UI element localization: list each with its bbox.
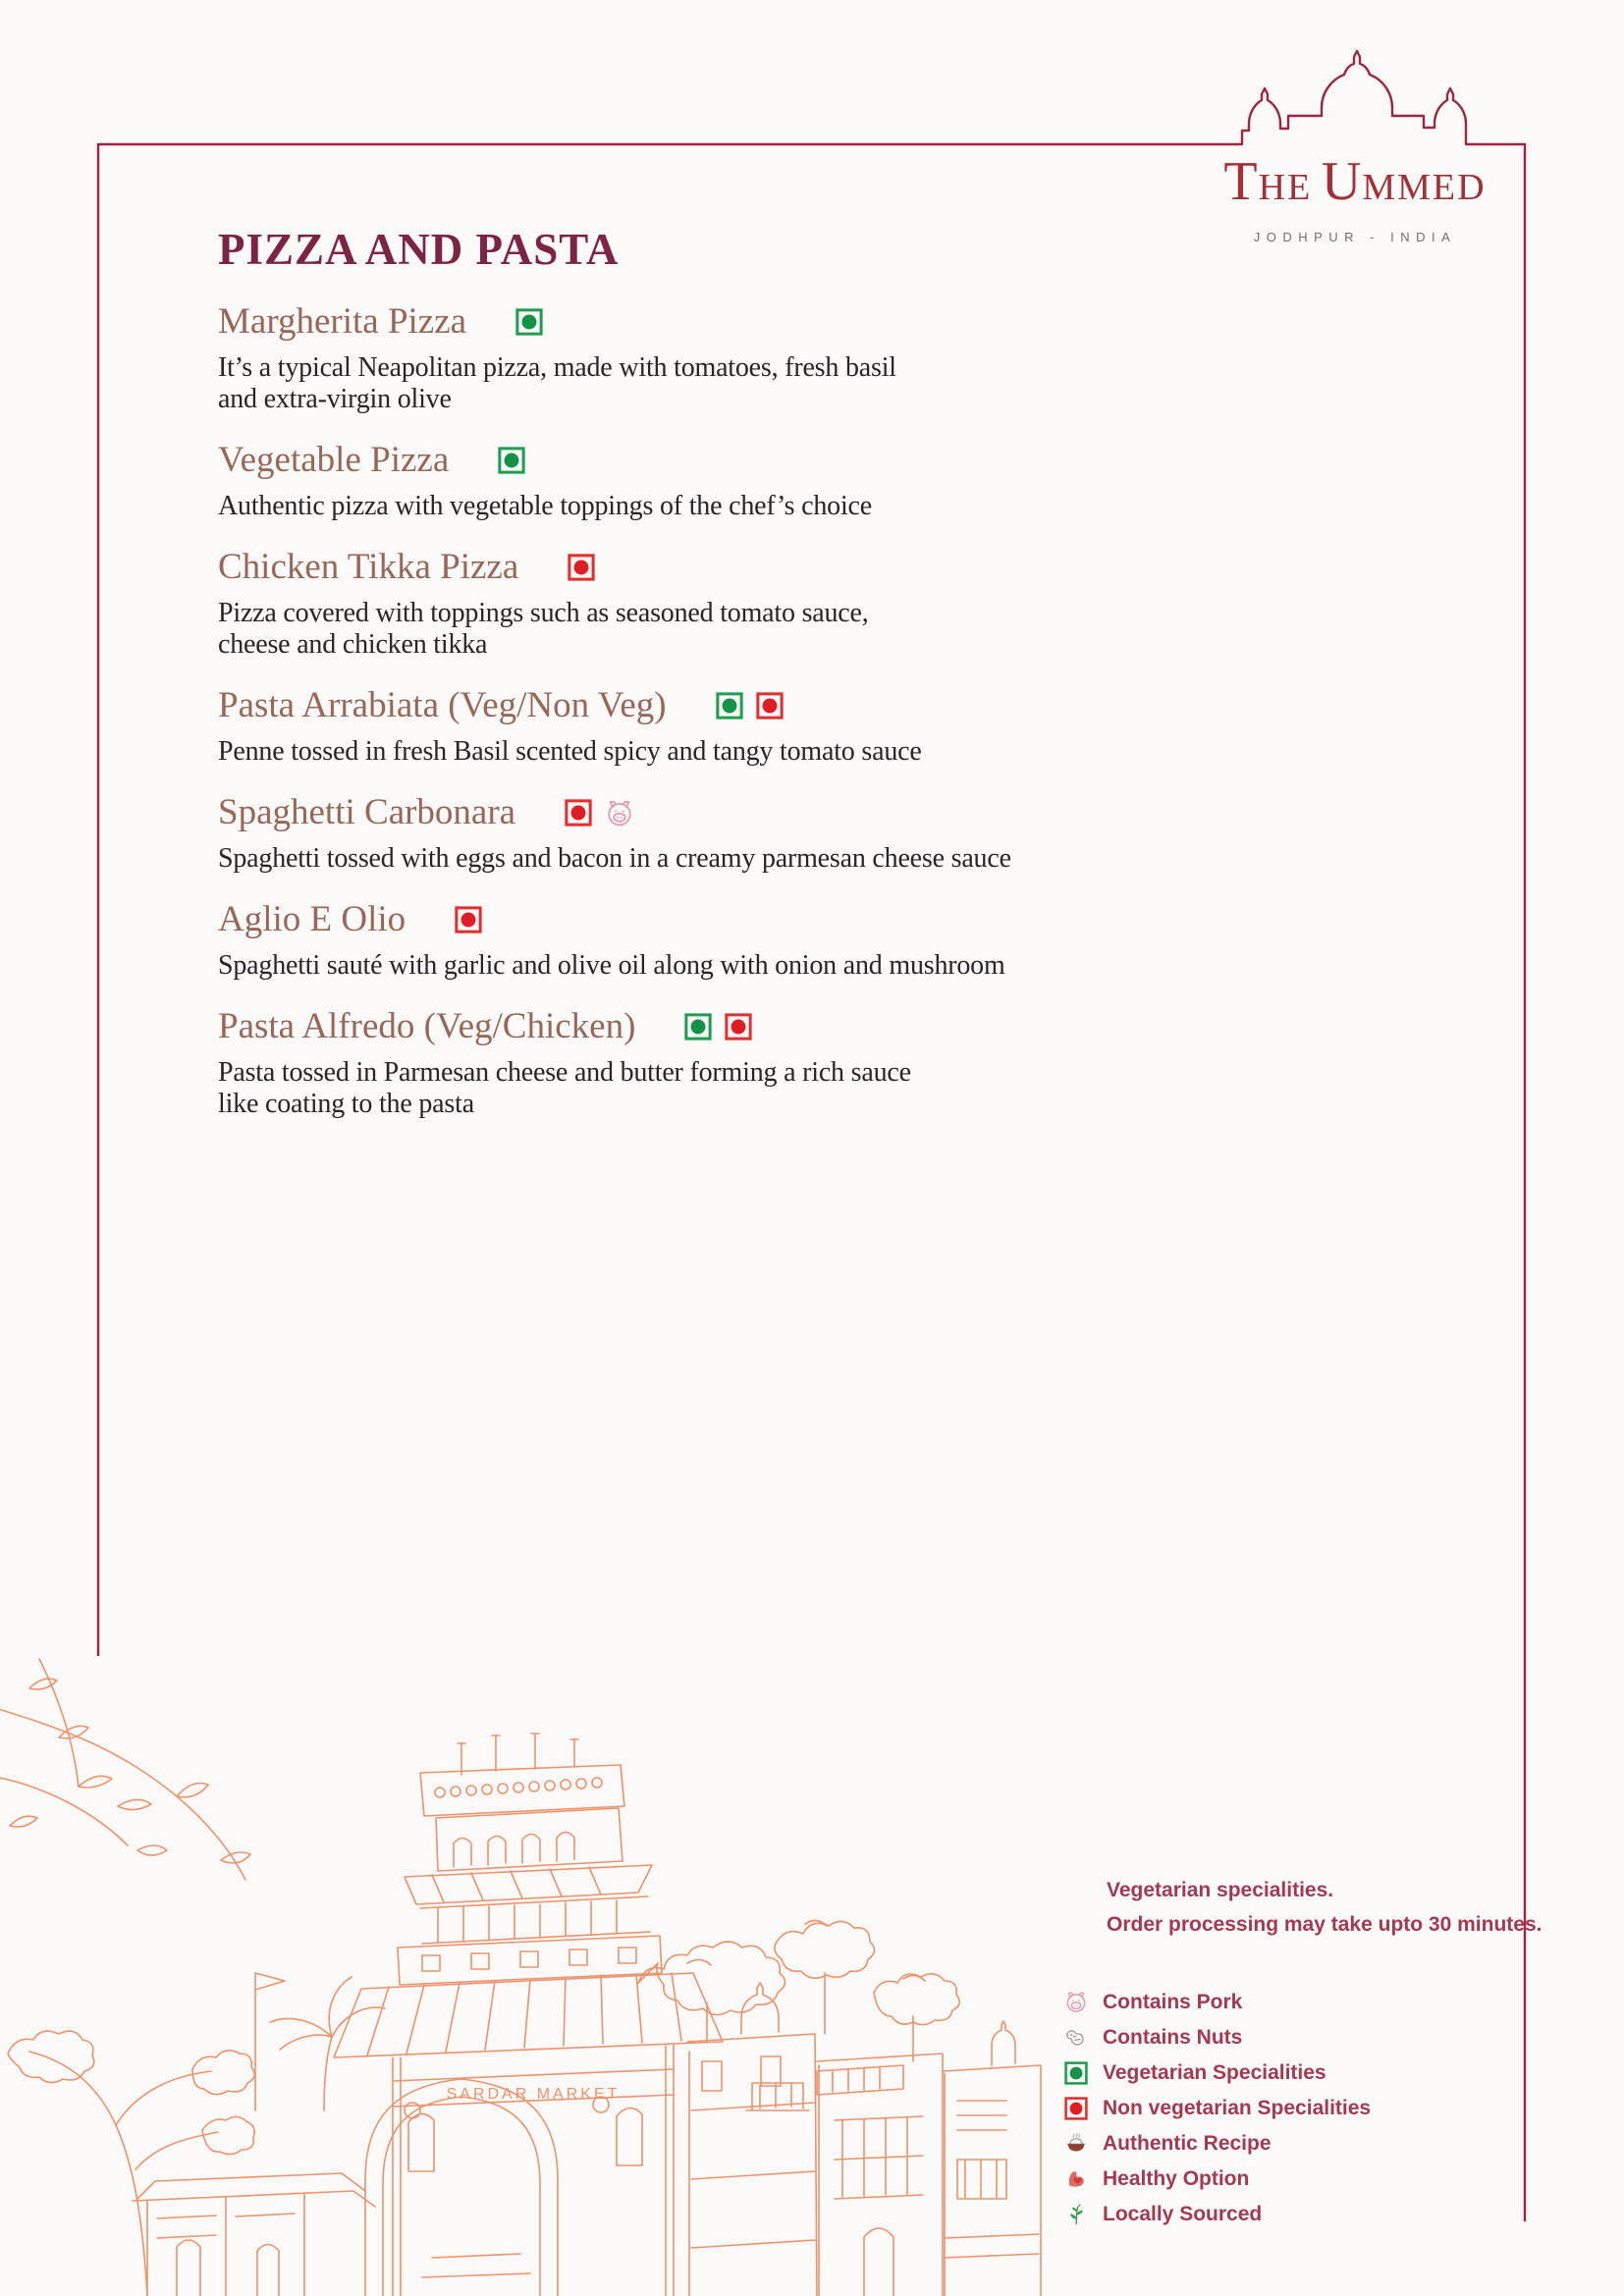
shops-doodle bbox=[133, 2173, 375, 2296]
awning-doodle bbox=[334, 1973, 723, 2057]
foliage-doodle bbox=[638, 1920, 959, 2061]
pig-icon bbox=[1064, 1991, 1088, 2014]
veg-badge-icon bbox=[515, 308, 543, 336]
menu-item bbox=[218, 543, 1180, 661]
legend-label: Contains Nuts bbox=[1103, 2026, 1243, 2049]
menu-item-name: Spaghetti Carbonara bbox=[218, 792, 516, 832]
menu-item-badges bbox=[498, 447, 525, 474]
menu-item-description: Pizza covered with toppings such as seasoned tomato sauce, cheese and chicken tikka bbox=[218, 598, 869, 660]
legend-row bbox=[1064, 2126, 1371, 2162]
menu-item-badges bbox=[716, 692, 784, 720]
sardar-market-sketch bbox=[0, 1649, 1060, 2296]
menu-item-name: Aglio E Olio bbox=[218, 899, 406, 939]
menu-item-description: Penne tossed in fresh Basil scented spicy and tangy tomato sauce bbox=[218, 736, 922, 767]
nonveg-badge-icon bbox=[568, 554, 595, 581]
menu-item bbox=[218, 788, 1180, 875]
legend-row bbox=[1064, 2091, 1371, 2126]
legend-label: Contains Pork bbox=[1103, 1991, 1243, 2013]
menu-item bbox=[218, 297, 1180, 415]
menu-notes bbox=[1107, 1873, 1542, 1942]
menu-item-description: Authentic pizza with vegetable toppings of the chef’s choice bbox=[218, 491, 872, 521]
pig-icon bbox=[605, 799, 634, 828]
legend-label: Locally Sourced bbox=[1103, 2203, 1263, 2225]
menu-item-description: Pasta tossed in Parmesan cheese and butter forming a rich sauce like coating to the pasta bbox=[218, 1057, 911, 1119]
hotel-logo-wordmark: THE UMMED bbox=[1223, 151, 1487, 212]
nonveg-badge-icon bbox=[756, 692, 784, 720]
menu-item bbox=[218, 681, 1180, 768]
gate-tower-doodle bbox=[398, 1734, 662, 1985]
legend-label: Authentic Recipe bbox=[1103, 2132, 1272, 2155]
menu-item-name: Pasta Alfredo (Veg/Chicken) bbox=[218, 1006, 636, 1046]
veg-badge-icon bbox=[684, 1013, 712, 1041]
menu-item-description: Spaghetti tossed with eggs and bacon in a creamy parmesan cheese sauce bbox=[218, 843, 1011, 874]
menu-item-name: Pasta Arrabiata (Veg/Non Veg) bbox=[218, 685, 667, 725]
nonveg-badge-icon bbox=[565, 799, 592, 827]
legend-row bbox=[1064, 2020, 1371, 2056]
legend bbox=[1064, 1985, 1371, 2232]
legend-row bbox=[1064, 2162, 1371, 2197]
menu-item-badges bbox=[515, 308, 543, 336]
menu-item-name: Vegetable Pizza bbox=[218, 440, 450, 480]
biceps-icon bbox=[1064, 2167, 1088, 2191]
arch-label: SARDAR MARKET bbox=[446, 2086, 621, 2103]
note-line: Order processing may take upto 30 minutes. bbox=[1107, 1913, 1543, 1936]
palm-doodle bbox=[270, 1977, 385, 2110]
hotel-logo-subtitle: JODHPUR - INDIA bbox=[1253, 230, 1457, 244]
plant-icon bbox=[1064, 2203, 1088, 2226]
menu-item bbox=[218, 436, 1180, 522]
menu-item bbox=[218, 895, 1180, 982]
dish-icon bbox=[1064, 2132, 1088, 2156]
veg-icon bbox=[1064, 2061, 1088, 2085]
legend-row bbox=[1064, 2056, 1371, 2091]
menu-item-badges bbox=[565, 799, 634, 828]
nonveg-badge-icon bbox=[725, 1013, 752, 1041]
menu-item-name: Margherita Pizza bbox=[218, 301, 467, 342]
hotel-logo bbox=[1203, 151, 1507, 244]
menu-item-badges bbox=[455, 906, 482, 934]
nonveg-badge-icon bbox=[455, 906, 482, 934]
legend-row bbox=[1064, 1985, 1371, 2020]
menu-item-badges bbox=[568, 554, 595, 581]
right-buildings-doodle bbox=[687, 1983, 1041, 2296]
menu-item-description: Spaghetti sauté with garlic and olive oil along with onion and mushroom bbox=[218, 950, 1005, 981]
gate-arch-doodle bbox=[365, 2044, 674, 2296]
menu-item bbox=[218, 1002, 1180, 1120]
tree-doodle bbox=[8, 1973, 285, 2296]
legend-label: Non vegetarian Specialities bbox=[1103, 2097, 1372, 2119]
peanut-icon bbox=[1064, 2026, 1088, 2050]
menu-items-list bbox=[218, 297, 1180, 1141]
menu-item-badges bbox=[684, 1013, 752, 1041]
veg-badge-icon bbox=[498, 447, 525, 474]
veg-badge-icon bbox=[716, 692, 743, 720]
page-title: PIZZA AND PASTA bbox=[218, 225, 620, 274]
legend-label: Healthy Option bbox=[1103, 2167, 1250, 2190]
legend-row bbox=[1064, 2197, 1371, 2232]
legend-label: Vegetarian Specialities bbox=[1103, 2061, 1326, 2084]
menu-item-description: It’s a typical Neapolitan pizza, made with tomatoes, fresh basil and extra-virgin olive bbox=[218, 352, 896, 414]
branch-doodles bbox=[0, 1659, 250, 1880]
note-line: Vegetarian specialities. bbox=[1107, 1879, 1334, 1901]
nonveg-icon bbox=[1064, 2097, 1088, 2120]
menu-item-name: Chicken Tikka Pizza bbox=[218, 547, 519, 587]
